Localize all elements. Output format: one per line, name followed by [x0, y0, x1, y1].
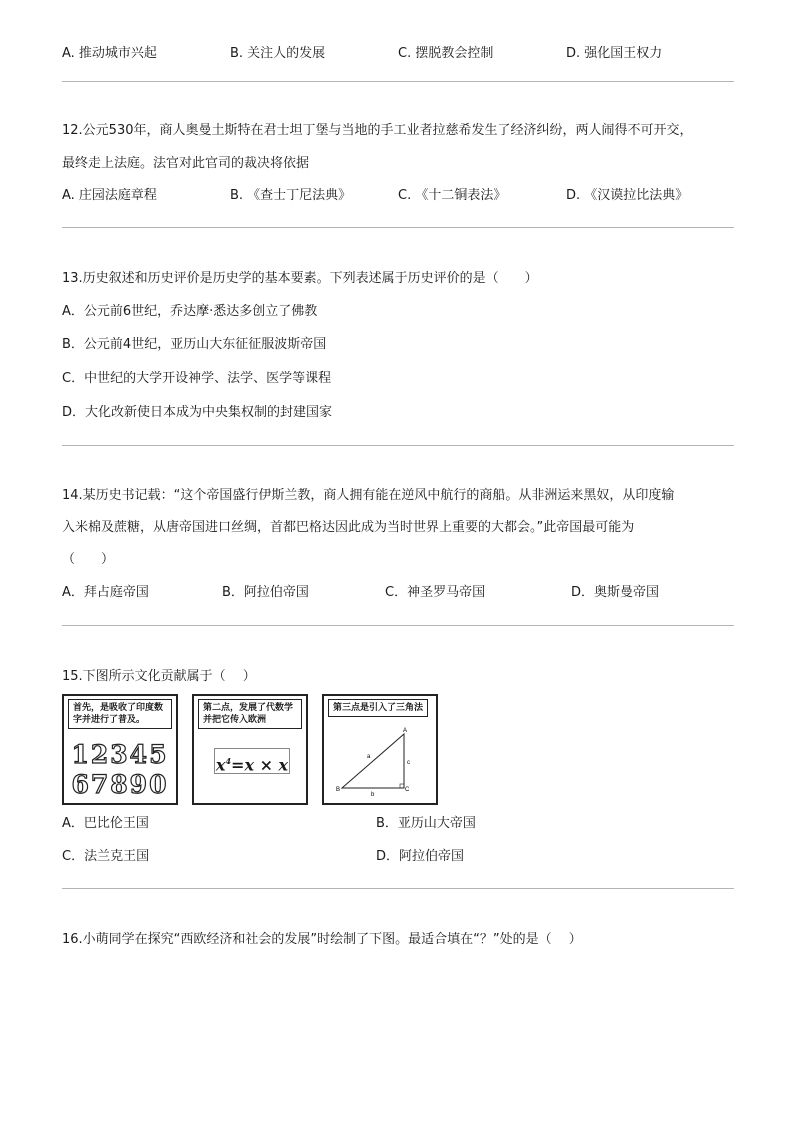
separator [62, 81, 734, 82]
side-label-b: b [371, 792, 375, 798]
q12-option-c[interactable]: C. 《十二铜表法》 [398, 188, 507, 203]
q15-option-c[interactable]: C．法兰克王国 [62, 849, 150, 864]
q15-option-a[interactable]: A．巴比伦王国 [62, 816, 149, 831]
q13-option-c[interactable]: C．中世纪的大学开设神学、法学、医学等课程 [62, 371, 332, 386]
vertex-label-a: A [403, 728, 408, 734]
separator [62, 625, 734, 626]
q12-option-d[interactable]: D. 《汉谟拉比法典》 [566, 188, 689, 203]
side-label-a: a [367, 754, 371, 760]
q15-option-b[interactable]: B．亚历山大帝国 [376, 816, 476, 831]
comic-panel-algebra [192, 694, 308, 805]
algebra-formula: $x^4=x \times x$ [214, 748, 290, 774]
q16-stem: 16.小萌同学在探究“西欧经济和社会的发展”时绘制了下图。最适合填在“？”处的是（ ） [62, 932, 582, 947]
digits-row2: 67890 [71, 770, 169, 799]
comic-panel-numerals [62, 694, 178, 805]
q13-option-a[interactable]: A．公元前6世纪，乔达摩·悉达多创立了佛教 [62, 304, 318, 319]
q14-option-c[interactable]: C．神圣罗马帝国 [385, 585, 486, 600]
panel-caption: 第三点是引入了三角法 [328, 699, 428, 717]
panel-caption: 第二点，发展了代数学并把它传入欧洲 [198, 699, 302, 729]
side-label-c: c [407, 760, 410, 766]
q12-option-a[interactable]: A. 庄园法庭章程 [62, 188, 157, 203]
panel-caption: 首先，是吸收了印度数字并进行了普及。 [68, 699, 172, 729]
separator [62, 227, 734, 228]
q13-stem: 13.历史叙述和历史评价是历史学的基本要素。下列表述属于历史评价的是（ ） [62, 271, 538, 286]
q14-option-d[interactable]: D．奥斯曼帝国 [571, 585, 660, 600]
digits-row1: 12345 [71, 740, 169, 769]
q14-option-a[interactable]: A．拜占庭帝国 [62, 585, 149, 600]
comic-panel-trigonometry [322, 694, 438, 805]
q11-option-d[interactable]: D. 强化国王权力 [566, 46, 663, 61]
q14-stem-line1: 14.某历史书记载：“这个帝国盛行伊斯兰教，商人拥有能在逆风中航行的商船。从非洲运来黑奴，从印度输 [62, 488, 675, 503]
q14-option-b[interactable]: B．阿拉伯帝国 [222, 585, 309, 600]
vertex-label-b: B [336, 787, 341, 793]
vertex-label-c: C [405, 787, 410, 793]
q15-option-d[interactable]: D．阿拉伯帝国 [376, 849, 465, 864]
q13-option-d[interactable]: D．大化改新使日本成为中央集权制的封建国家 [62, 405, 333, 420]
q14-stem-line3: （ ） [62, 552, 115, 567]
separator [62, 888, 734, 889]
right-triangle-diagram [324, 696, 436, 803]
q12-option-b[interactable]: B. 《查士丁尼法典》 [230, 188, 352, 203]
q11-option-b[interactable]: B. 关注人的发展 [230, 46, 326, 61]
separator [62, 445, 734, 446]
q12-stem-line1: 12.公元530年，商人奥曼土斯特在君士坦丁堡与当地的手工业者拉慈希发生了经济纠纷，两人闹得不可开交， [62, 123, 693, 138]
q11-option-c[interactable]: C. 摆脱教会控制 [398, 46, 494, 61]
q14-stem-line2: 入米棉及蔗糖，从唐帝国进口丝绸，首都巴格达因此成为当时世界上重要的大都会。”此帝国最可能为 [62, 520, 635, 535]
q13-option-b[interactable]: B．公元前4世纪，亚历山大东征征服波斯帝国 [62, 337, 327, 352]
q12-stem-line2: 最终走上法庭。法官对此官司的裁决将依据 [62, 156, 310, 171]
q15-stem: 15.下图所示文化贡献属于（ ） [62, 669, 256, 684]
q11-option-a[interactable]: A. 推动城市兴起 [62, 46, 157, 61]
